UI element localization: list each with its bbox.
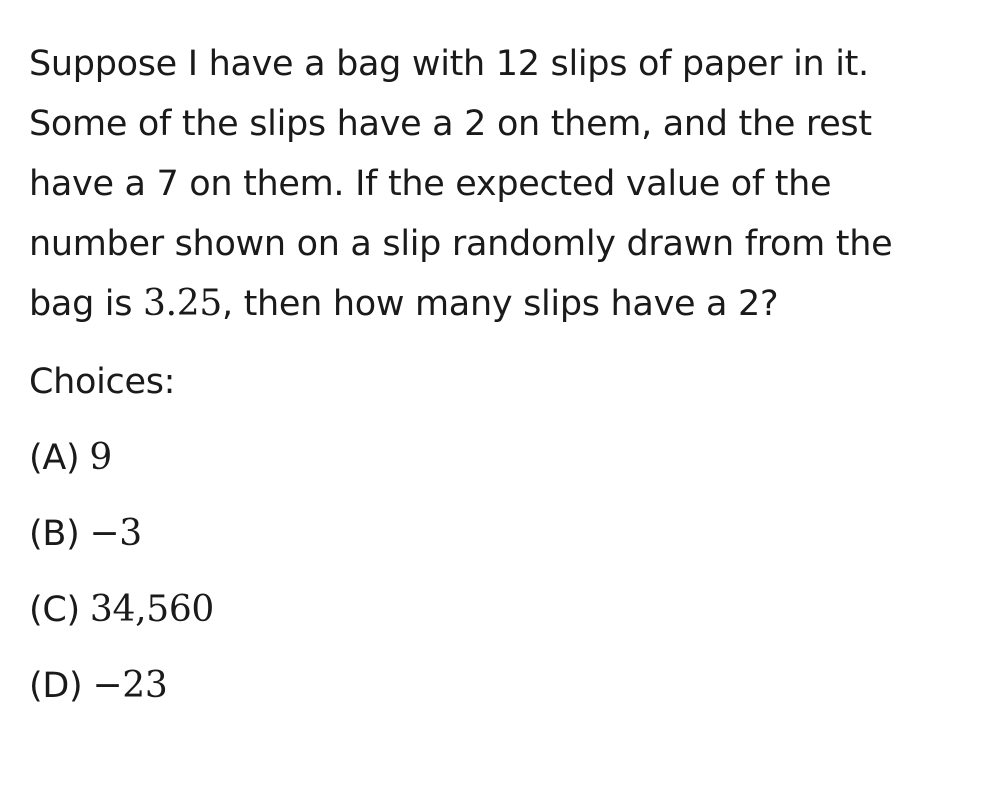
choice-c	[29, 580, 972, 640]
choice-letter: (A)	[29, 438, 80, 478]
question-text	[29, 34, 972, 334]
choice-value: −23	[92, 665, 168, 706]
question-line: Some of the slips have a 2 on them, and the rest	[29, 104, 872, 144]
question-line: Suppose I have a bag with 12 slips of paper in it.	[29, 44, 869, 84]
question-line: number shown on a slip randomly drawn from the	[29, 224, 893, 264]
choice-value: −3	[89, 513, 142, 554]
choice-letter: (D)	[29, 666, 83, 706]
expected-value-math: 3.25	[143, 283, 222, 324]
choice-value: 34,560	[89, 589, 215, 630]
choice-d	[29, 656, 972, 716]
choice-letter: (C)	[29, 590, 80, 630]
choices-label: Choices:	[29, 362, 176, 402]
choice-a	[29, 428, 972, 488]
question-line: have a 7 on them. If the expected value of the	[29, 164, 832, 204]
question-line: , then how many slips have a 2?	[221, 284, 779, 324]
question-line: bag is	[29, 284, 143, 324]
choice-b	[29, 504, 972, 564]
choice-letter: (B)	[29, 514, 80, 554]
choice-value: 9	[89, 437, 112, 478]
